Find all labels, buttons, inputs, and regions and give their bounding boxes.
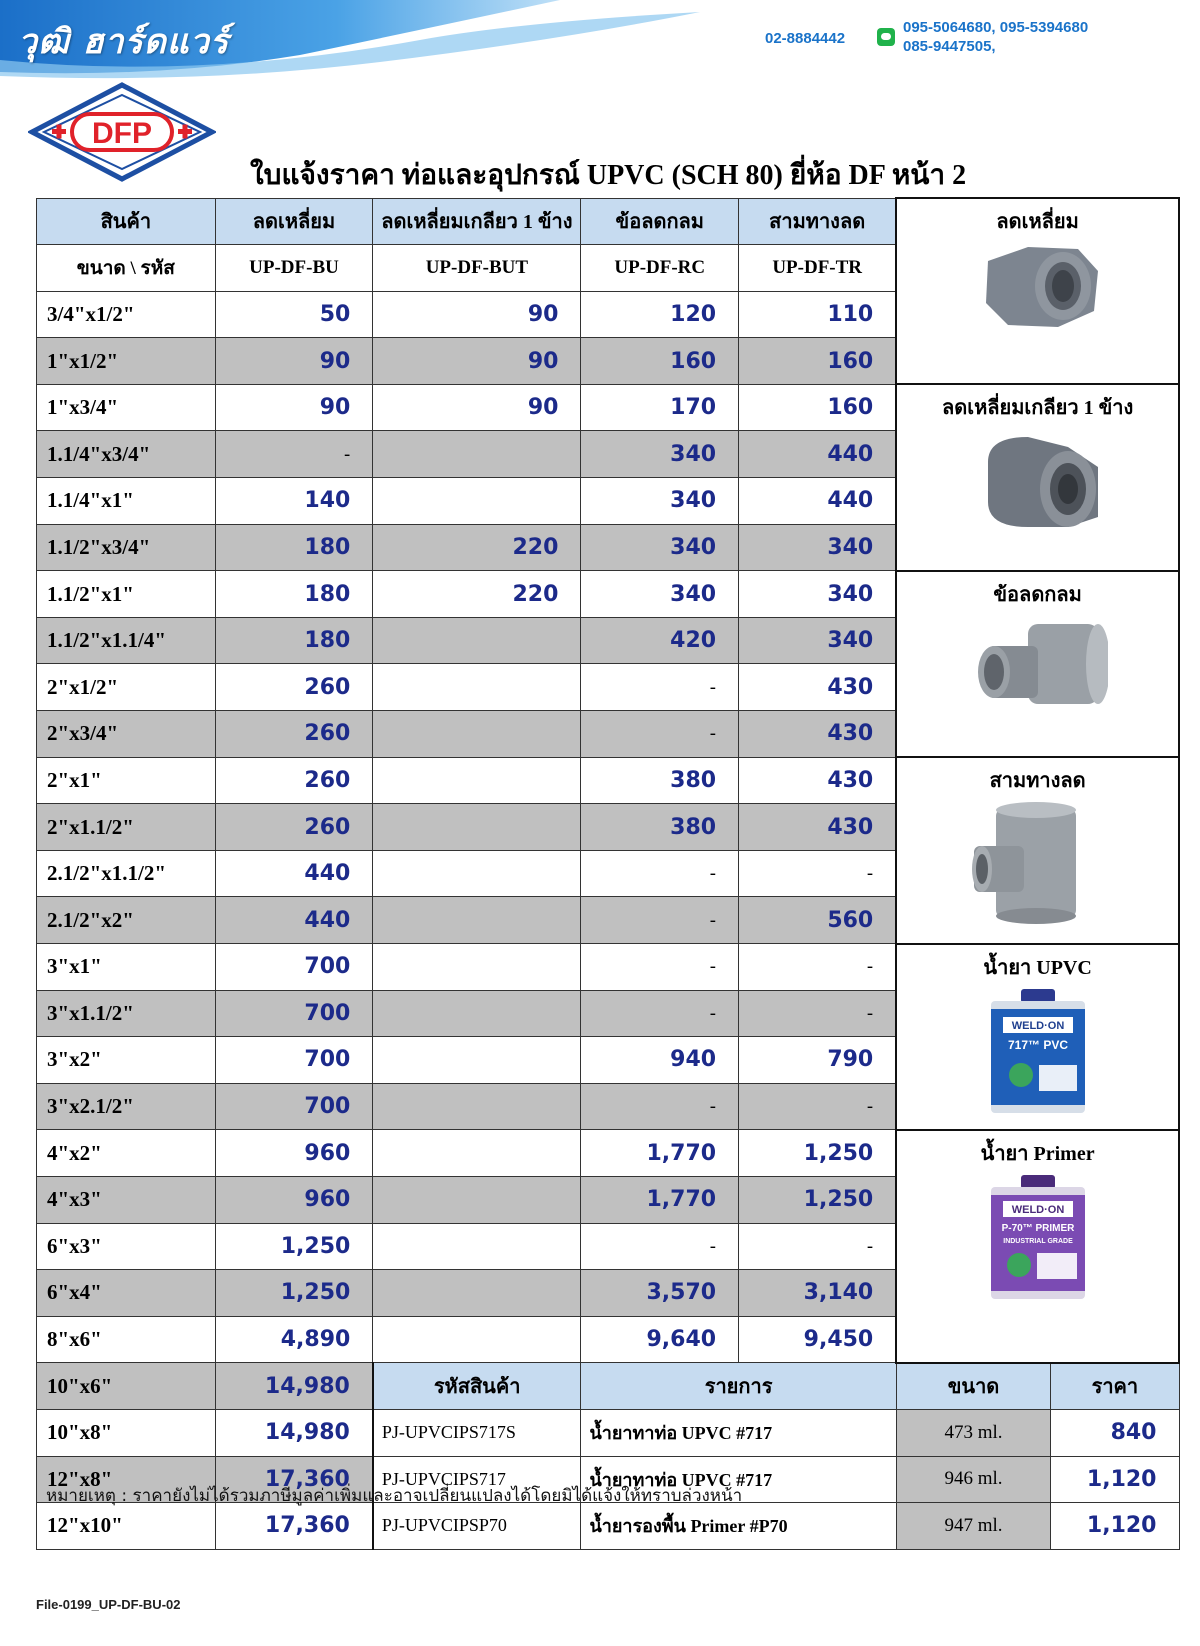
product-image-title: ลดเหลี่ยมเกลียว 1 ข้าง xyxy=(942,397,1134,420)
line-chat-icon xyxy=(877,28,895,46)
code-cell-4: UP-DF-TR xyxy=(739,245,897,292)
size-cell: 12"x8" xyxy=(37,1456,216,1503)
cement-size: 947 ml. xyxy=(896,1503,1051,1550)
price-bu: 960 xyxy=(215,1130,373,1177)
price-rc: 380 xyxy=(581,757,739,804)
phone-mobile[interactable] xyxy=(903,18,1088,56)
table-row xyxy=(37,571,1180,618)
price-rc: - xyxy=(581,990,739,1037)
price-rc: 170 xyxy=(581,384,739,431)
price-bu: 1,250 xyxy=(215,1270,373,1317)
cement-can-icon xyxy=(983,987,1093,1117)
price-rc: 940 xyxy=(581,1037,739,1084)
file-code: File-0199_UP-DF-BU-02 xyxy=(36,1597,181,1612)
price-tr: - xyxy=(739,1223,897,1270)
phone-mobile-line2[interactable]: 085-9447505, xyxy=(903,38,996,55)
price-tr: 1,250 xyxy=(739,1130,897,1177)
price-tr: 430 xyxy=(739,664,897,711)
column-header-4: สามทางลด xyxy=(739,198,897,245)
price-tr: 430 xyxy=(739,804,897,851)
price-but xyxy=(373,711,581,758)
price-tr: 340 xyxy=(739,617,897,664)
price-tr: 440 xyxy=(739,478,897,525)
price-rc: 1,770 xyxy=(581,1130,739,1177)
price-but xyxy=(373,897,581,944)
price-bu: 960 xyxy=(215,1176,373,1223)
product-image-title: สามทางลด xyxy=(989,770,1086,793)
size-cell: 4"x2" xyxy=(37,1130,216,1177)
price-tr: 340 xyxy=(739,571,897,618)
price-bu: 140 xyxy=(215,478,373,525)
price-tr: 110 xyxy=(739,291,897,338)
size-cell: 1"x3/4" xyxy=(37,384,216,431)
price-tr: 560 xyxy=(739,897,897,944)
price-rc: - xyxy=(581,1223,739,1270)
price-but: 90 xyxy=(373,384,581,431)
price-bu: 14,980 xyxy=(215,1363,373,1410)
size-cell: 1.1/2"x1.1/4" xyxy=(37,617,216,664)
column-header-0: สินค้า xyxy=(37,198,216,245)
price-but xyxy=(373,1037,581,1084)
table-row xyxy=(37,384,1180,431)
price-rc: - xyxy=(581,850,739,897)
header-row xyxy=(37,198,1180,245)
cement-header-size: ขนาด xyxy=(896,1363,1051,1410)
size-cell: 10"x6" xyxy=(37,1363,216,1410)
price-bu: 90 xyxy=(215,384,373,431)
size-cell: 1.1/4"x1" xyxy=(37,478,216,525)
size-cell: 3"x1" xyxy=(37,944,216,991)
price-tr: - xyxy=(739,990,897,1037)
table-row xyxy=(37,944,1180,991)
price-rc: 1,770 xyxy=(581,1176,739,1223)
primer-can-icon xyxy=(983,1173,1093,1303)
size-cell: 2.1/2"x2" xyxy=(37,897,216,944)
price-rc: 9,640 xyxy=(581,1316,739,1363)
svg-text:INDUSTRIAL GRADE: INDUSTRIAL GRADE xyxy=(1002,1237,1073,1245)
svg-text:717™ PVC: 717™ PVC xyxy=(1007,1037,1068,1052)
size-cell: 2"x1.1/2" xyxy=(37,804,216,851)
price-bu: 260 xyxy=(215,711,373,758)
cement-header-item: รายการ xyxy=(581,1363,896,1410)
bushing-icon xyxy=(968,241,1108,331)
price-bu: 700 xyxy=(215,944,373,991)
product-image-title: ข้อลดกลม xyxy=(993,583,1082,606)
phone-main[interactable]: 02-8884442 xyxy=(765,30,846,47)
price-but: 220 xyxy=(373,571,581,618)
cement-code: PJ-UPVCIPS717 xyxy=(373,1456,581,1503)
price-tr: - xyxy=(739,850,897,897)
size-cell: 8"x6" xyxy=(37,1316,216,1363)
cement-size: 946 ml. xyxy=(896,1456,1051,1503)
price-but xyxy=(373,1270,581,1317)
price-bu: 4,890 xyxy=(215,1316,373,1363)
price-but xyxy=(373,617,581,664)
reducing-tee-icon xyxy=(968,800,1108,930)
column-header-1: ลดเหลี่ยม xyxy=(215,198,373,245)
column-header-2: ลดเหลี่ยมเกลียว 1 ข้าง xyxy=(373,198,581,245)
price-bu: 50 xyxy=(215,291,373,338)
svg-text:WELD·ON: WELD·ON xyxy=(1011,1203,1064,1216)
svg-text:P-70™ PRIMER: P-70™ PRIMER xyxy=(1001,1222,1075,1234)
size-cell: 1.1/2"x3/4" xyxy=(37,524,216,571)
svg-text:WELD·ON: WELD·ON xyxy=(1011,1019,1064,1032)
price-but xyxy=(373,804,581,851)
price-bu: 700 xyxy=(215,990,373,1037)
price-rc: 380 xyxy=(581,804,739,851)
price-bu: 14,980 xyxy=(215,1409,373,1456)
price-tr: - xyxy=(739,1083,897,1130)
phone-mobile-line1[interactable]: 095-5064680, 095-5394680 xyxy=(903,19,1089,36)
size-cell: 12"x10" xyxy=(37,1503,216,1550)
price-rc: - xyxy=(581,1083,739,1130)
price-but xyxy=(373,850,581,897)
cement-code: PJ-UPVCIPSP70 xyxy=(373,1503,581,1550)
cement-item: น้ำยารองพื้น Primer #P70 xyxy=(581,1503,896,1550)
price-but xyxy=(373,1223,581,1270)
price-tr: 340 xyxy=(739,524,897,571)
price-bu: 180 xyxy=(215,571,373,618)
brand-name: วุฒิ ฮาร์ดแวร์ xyxy=(18,22,230,62)
product-image-5 xyxy=(896,1130,1179,1363)
cement-header-code: รหัสสินค้า xyxy=(373,1363,581,1410)
code-cell-2: UP-DF-BUT xyxy=(373,245,581,292)
product-image-1 xyxy=(896,384,1179,570)
price-bu: 700 xyxy=(215,1037,373,1084)
price-rc: - xyxy=(581,711,739,758)
cement-header-price: ราคา xyxy=(1051,1363,1179,1410)
price-but xyxy=(373,664,581,711)
price-rc: 420 xyxy=(581,617,739,664)
size-cell: 1"x1/2" xyxy=(37,338,216,385)
price-but xyxy=(373,944,581,991)
product-image-0 xyxy=(896,198,1179,384)
product-image-3 xyxy=(896,757,1179,943)
price-but: 90 xyxy=(373,338,581,385)
size-cell: 1.1/4"x3/4" xyxy=(37,431,216,478)
size-cell: 4"x3" xyxy=(37,1176,216,1223)
size-cell: 3"x1.1/2" xyxy=(37,990,216,1037)
price-tr: 160 xyxy=(739,338,897,385)
size-cell: 2"x1" xyxy=(37,757,216,804)
cement-size: 473 ml. xyxy=(896,1409,1051,1456)
remark-note: หมายเหตุ : ราคายังไม่ได้รวมภาษีมูลค่าเพิ่มและอาจเปลี่ยนแปลงได้โดยมิได้แจ้งให้ทราบล่วงหน้า xyxy=(46,1486,743,1506)
cement-price: 840 xyxy=(1051,1409,1179,1456)
price-bu: 180 xyxy=(215,524,373,571)
price-tr: 3,140 xyxy=(739,1270,897,1317)
size-cell: 3"x2.1/2" xyxy=(37,1083,216,1130)
header-banner xyxy=(0,0,1200,80)
price-bu: 440 xyxy=(215,897,373,944)
size-cell: 2.1/2"x1.1/2" xyxy=(37,850,216,897)
price-bu: 260 xyxy=(215,804,373,851)
threaded-bushing-icon xyxy=(968,427,1108,537)
price-bu: 90 xyxy=(215,338,373,385)
price-tr: - xyxy=(739,944,897,991)
price-rc: 340 xyxy=(581,524,739,571)
product-image-4 xyxy=(896,944,1179,1130)
price-bu: 700 xyxy=(215,1083,373,1130)
price-but xyxy=(373,1130,581,1177)
price-bu: - xyxy=(215,431,373,478)
cement-price: 1,120 xyxy=(1051,1503,1179,1550)
price-but: 90 xyxy=(373,291,581,338)
price-bu: 440 xyxy=(215,850,373,897)
price-rc: - xyxy=(581,944,739,991)
dfp-logo xyxy=(28,82,216,182)
price-bu: 1,250 xyxy=(215,1223,373,1270)
price-tr: 9,450 xyxy=(739,1316,897,1363)
price-but xyxy=(373,431,581,478)
code-cell-1: UP-DF-BU xyxy=(215,245,373,292)
column-header-3: ข้อลดกลม xyxy=(581,198,739,245)
cement-item: น้ำยาทาท่อ UPVC #717 xyxy=(581,1456,896,1503)
price-tr: 440 xyxy=(739,431,897,478)
price-bu: 260 xyxy=(215,757,373,804)
price-bu: 260 xyxy=(215,664,373,711)
size-cell: 1.1/2"x1" xyxy=(37,571,216,618)
price-rc: 120 xyxy=(581,291,739,338)
price-but: 220 xyxy=(373,524,581,571)
logo-text: DFP xyxy=(92,117,152,150)
product-image-title: น้ำยา Primer xyxy=(980,1142,1095,1165)
price-but xyxy=(373,478,581,525)
price-rc: 160 xyxy=(581,338,739,385)
size-cell: 2"x1/2" xyxy=(37,664,216,711)
price-bu: 17,360 xyxy=(215,1503,373,1550)
product-image-title: น้ำยา UPVC xyxy=(983,956,1092,979)
price-tr: 430 xyxy=(739,757,897,804)
page-title: ใบแจ้งราคา ท่อและอุปกรณ์ UPVC (SCH 80) ยี่ห้อ DF หน้า 2 xyxy=(250,160,967,191)
price-rc: 340 xyxy=(581,431,739,478)
product-image-2 xyxy=(896,571,1179,757)
size-cell: 10"x8" xyxy=(37,1409,216,1456)
size-cell: 3"x2" xyxy=(37,1037,216,1084)
price-but xyxy=(373,757,581,804)
price-bu: 180 xyxy=(215,617,373,664)
product-image-title: ลดเหลี่ยม xyxy=(996,211,1079,233)
price-tr: 790 xyxy=(739,1037,897,1084)
code-cell-0: ขนาด \ รหัส xyxy=(37,245,216,292)
cement-item: น้ำยาทาท่อ UPVC #717 xyxy=(581,1409,896,1456)
size-cell: 6"x3" xyxy=(37,1223,216,1270)
price-tr: 430 xyxy=(739,711,897,758)
price-rc: 340 xyxy=(581,478,739,525)
price-rc: - xyxy=(581,897,739,944)
price-but xyxy=(373,1316,581,1363)
size-cell: 2"x3/4" xyxy=(37,711,216,758)
table-row xyxy=(37,1130,1180,1177)
table-row xyxy=(37,1363,1180,1410)
price-rc: 3,570 xyxy=(581,1270,739,1317)
table-row xyxy=(37,757,1180,804)
table-row xyxy=(37,1503,1180,1550)
cement-price: 1,120 xyxy=(1051,1456,1179,1503)
price-rc: - xyxy=(581,664,739,711)
price-tr: 1,250 xyxy=(739,1176,897,1223)
size-cell: 6"x4" xyxy=(37,1270,216,1317)
price-but xyxy=(373,1083,581,1130)
price-tr: 160 xyxy=(739,384,897,431)
cement-code: PJ-UPVCIPS717S xyxy=(373,1409,581,1456)
price-bu: 17,360 xyxy=(215,1456,373,1503)
code-cell-3: UP-DF-RC xyxy=(581,245,739,292)
table-row xyxy=(37,1409,1180,1456)
price-table xyxy=(36,197,1180,1550)
price-rc: 340 xyxy=(581,571,739,618)
reducer-coupling-icon xyxy=(968,614,1108,724)
size-cell: 3/4"x1/2" xyxy=(37,291,216,338)
price-but xyxy=(373,990,581,1037)
price-but xyxy=(373,1176,581,1223)
